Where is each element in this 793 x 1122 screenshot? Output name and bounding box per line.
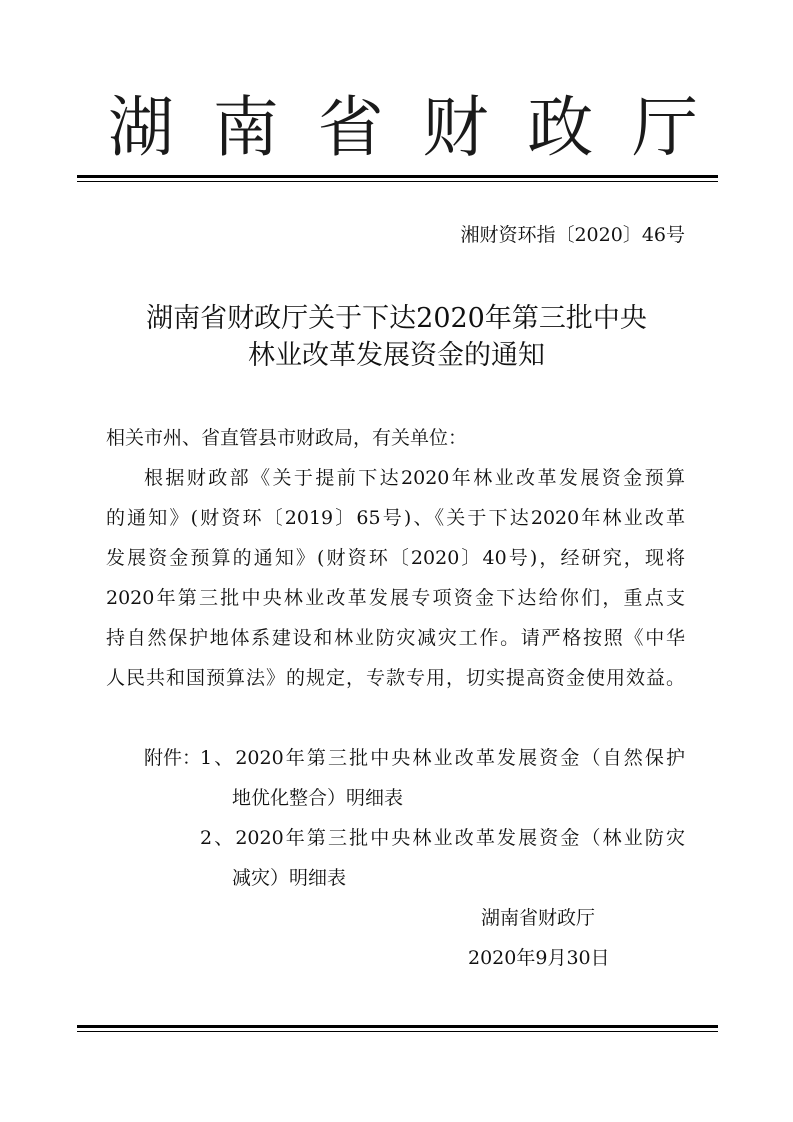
footer-rule-thick: [77, 1025, 718, 1028]
masthead-rule-thin: [77, 181, 718, 182]
masthead-char: 政: [527, 89, 594, 166]
document-title-line-1: 湖南省财政厅关于下达2020年第三批中央: [146, 303, 647, 334]
masthead-title: [108, 88, 698, 168]
masthead-rule-thick: [77, 175, 718, 178]
body-line: 的通知》(财资环〔2019〕65号)、《关于下达2020年林业改革: [106, 507, 685, 529]
footer-rule-thin: [77, 1031, 718, 1032]
body-line: 根据财政部《关于提前下达2020年林业改革发展资金预算: [144, 467, 685, 489]
body-line: 持自然保护地体系建设和林业防灾减灾工作。请严格按照《中华: [106, 627, 685, 649]
signature-org: 湖南省财政厅: [481, 907, 596, 929]
masthead-char: 厅: [631, 89, 698, 166]
masthead-char: 湖: [108, 89, 174, 166]
attachment-item-1-line-1: 1、2020年第三批中央林业改革发展资金（自然保护: [200, 747, 685, 769]
attachment-item-2-line-2: 减灾）明细表: [232, 867, 347, 889]
attachment-item-1-line-2: 地优化整合）明细表: [232, 787, 404, 809]
document-number: 湘财资环指〔2020〕46号: [460, 224, 685, 246]
masthead-char: 财: [422, 89, 489, 166]
body-line: 发展资金预算的通知》(财资环〔2020〕40号)，经研究，现将: [106, 547, 685, 569]
attachment-item-2-line-1: 2、2020年第三批中央林业改革发展资金（林业防灾: [200, 827, 685, 849]
body-line: 2020年第三批中央林业改革发展专项资金下达给你们，重点支: [106, 587, 685, 609]
signature-date: 2020年9月30日: [468, 947, 610, 969]
attachment-label: 附件：: [144, 747, 202, 769]
masthead-char: 南: [212, 89, 279, 166]
document-title-line-2: 林业改革发展资金的通知: [248, 340, 545, 371]
salutation: 相关市州、省直管县市财政局，有关单位：: [106, 427, 468, 449]
body-line: 人民共和国预算法》的规定，专款专用，切实提高资金使用效益。: [106, 667, 685, 689]
masthead-char: 省: [317, 89, 384, 166]
